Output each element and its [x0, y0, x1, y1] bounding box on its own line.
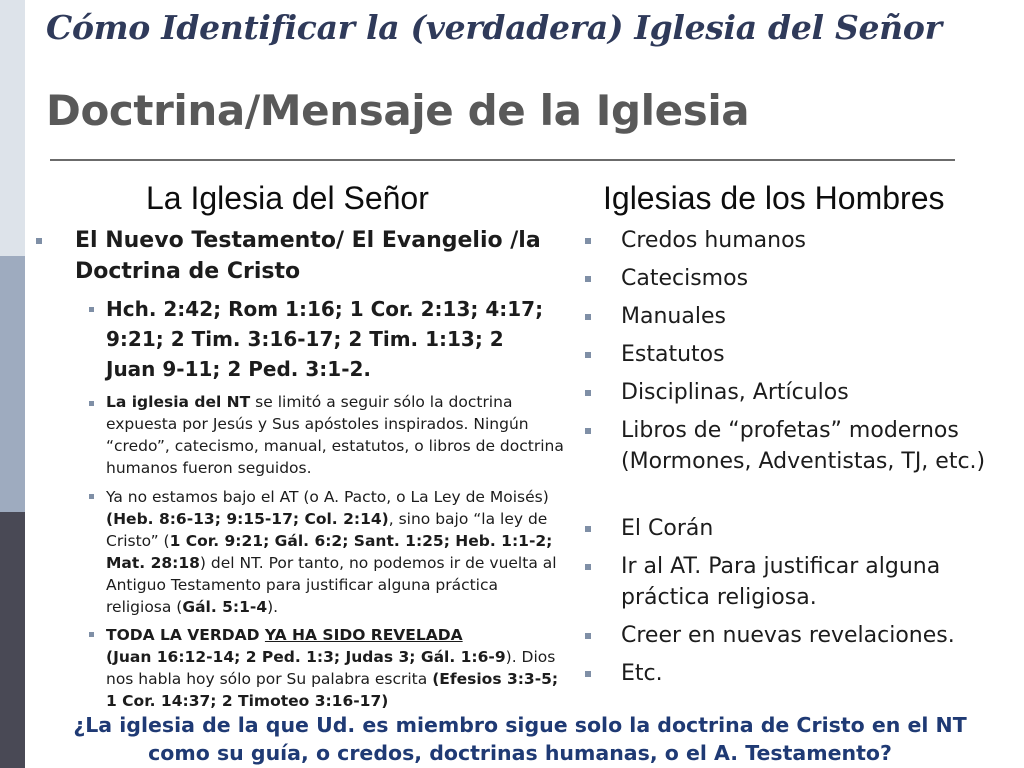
left-column-heading: La Iglesia del Señor: [146, 180, 429, 216]
square-bullet-icon: [585, 276, 591, 282]
closing-question: ¿La iglesia de la que Ud. es miembro sigue solo la doctrina de Cristo en el NT como su guía, o credos, doctrinas humanas, o el A. Testamento?: [73, 713, 967, 765]
side-band-mid: [0, 256, 25, 512]
right-list-item: Creer en nuevas revelaciones.: [621, 623, 955, 648]
square-bullet-icon: [585, 314, 591, 320]
square-bullet-icon: [585, 352, 591, 358]
point-reference: (Efesios 3:3-5; 1 Cor. 14:37; 2 Timoteo 3:16-17): [106, 670, 559, 710]
point-text: , sino bajo “la ley de Cristo” (: [106, 510, 548, 550]
left-point-old-testament: [106, 486, 568, 618]
right-list-item: Estatutos: [621, 342, 725, 367]
left-level2-text: Hch. 2:42; Rom 1:16; 1 Cor. 2:13; 4:17; 9:21; 2 Tim. 3:16-17; 2 Tim. 1:13; 2 Juan 9-11; 2 Ped. 3:1-2.: [106, 297, 544, 381]
right-column-heading: Iglesias de los Hombres: [603, 180, 945, 216]
square-bullet-icon: [36, 238, 42, 244]
left-point-nt-church: [106, 391, 568, 479]
point-underlined-text: YA HA SIDO REVELADA: [264, 626, 463, 644]
point-reference: (Heb. 8:6-13; 9:15-17; Col. 2:14): [106, 510, 389, 528]
square-bullet-icon: [89, 494, 94, 499]
right-list-item: Ir al AT. Para justificar alguna práctica religiosa.: [621, 554, 941, 610]
point-text: ). Dios nos habla hoy sólo por Su palabra escrita: [106, 648, 556, 688]
point-text: se limitó a seguir sólo la doctrina expuesta por Jesús y Sus apóstoles inspirados. Ningún “credo”, catecismo, manual, estatutos, o libros de doctrina humanos fueron seguidos.: [106, 393, 564, 477]
square-bullet-icon: [585, 564, 591, 570]
point-text: ).: [267, 598, 279, 616]
right-list-item: Manuales: [621, 304, 726, 329]
point-text: Ya no estamos bajo el AT (o A. Pacto, o La Ley de Moisés): [106, 488, 549, 506]
left-level1-text: El Nuevo Testamento/ El Evangelio /la Doctrina de Cristo: [75, 228, 541, 284]
left-point-all-truth: [106, 624, 568, 712]
square-bullet-icon: [89, 307, 94, 312]
side-band-light: [0, 0, 25, 256]
slide-top-title: Cómo Identificar la (verdadera) Iglesia del Señor: [46, 8, 942, 47]
right-list-item: Etc.: [621, 661, 663, 686]
slide-main-title: Doctrina/Mensaje de la Iglesia: [46, 86, 750, 135]
right-list-item: Catecismos: [621, 266, 749, 291]
square-bullet-icon: [585, 390, 591, 396]
square-bullet-icon: [585, 428, 591, 434]
square-bullet-icon: [585, 238, 591, 244]
point-bold-lead: TODA LA VERDAD: [106, 626, 265, 644]
point-reference: Gál. 5:1-4: [182, 598, 268, 616]
right-list-item: Libros de “profetas” modernos (Mormones, Adventistas, TJ, etc.): [621, 418, 986, 474]
side-band-dark: [0, 512, 25, 768]
square-bullet-icon: [89, 401, 94, 406]
square-bullet-icon: [585, 633, 591, 639]
right-list-item: Credos humanos: [621, 228, 807, 253]
right-list-item: El Corán: [621, 516, 714, 541]
square-bullet-icon: [585, 671, 591, 677]
point-reference: (Juan 16:12-14; 2 Ped. 1:3; Judas 3; Gál. 1:6-9: [106, 648, 506, 666]
right-list-item: Disciplinas, Artículos: [621, 380, 849, 405]
square-bullet-icon: [585, 526, 591, 532]
title-divider: [50, 159, 955, 161]
square-bullet-icon: [89, 632, 94, 637]
point-bold-lead: La iglesia del NT: [106, 393, 251, 411]
point-reference: 1 Cor. 9:21; Gál. 6:2; Sant. 1:25; Heb. 1:1-2; Mat. 28:18: [106, 532, 553, 572]
point-text: ) del NT. Por tanto, no podemos ir de vuelta al Antiguo Testamento para justificar alguna práctica religiosa (: [106, 554, 557, 616]
